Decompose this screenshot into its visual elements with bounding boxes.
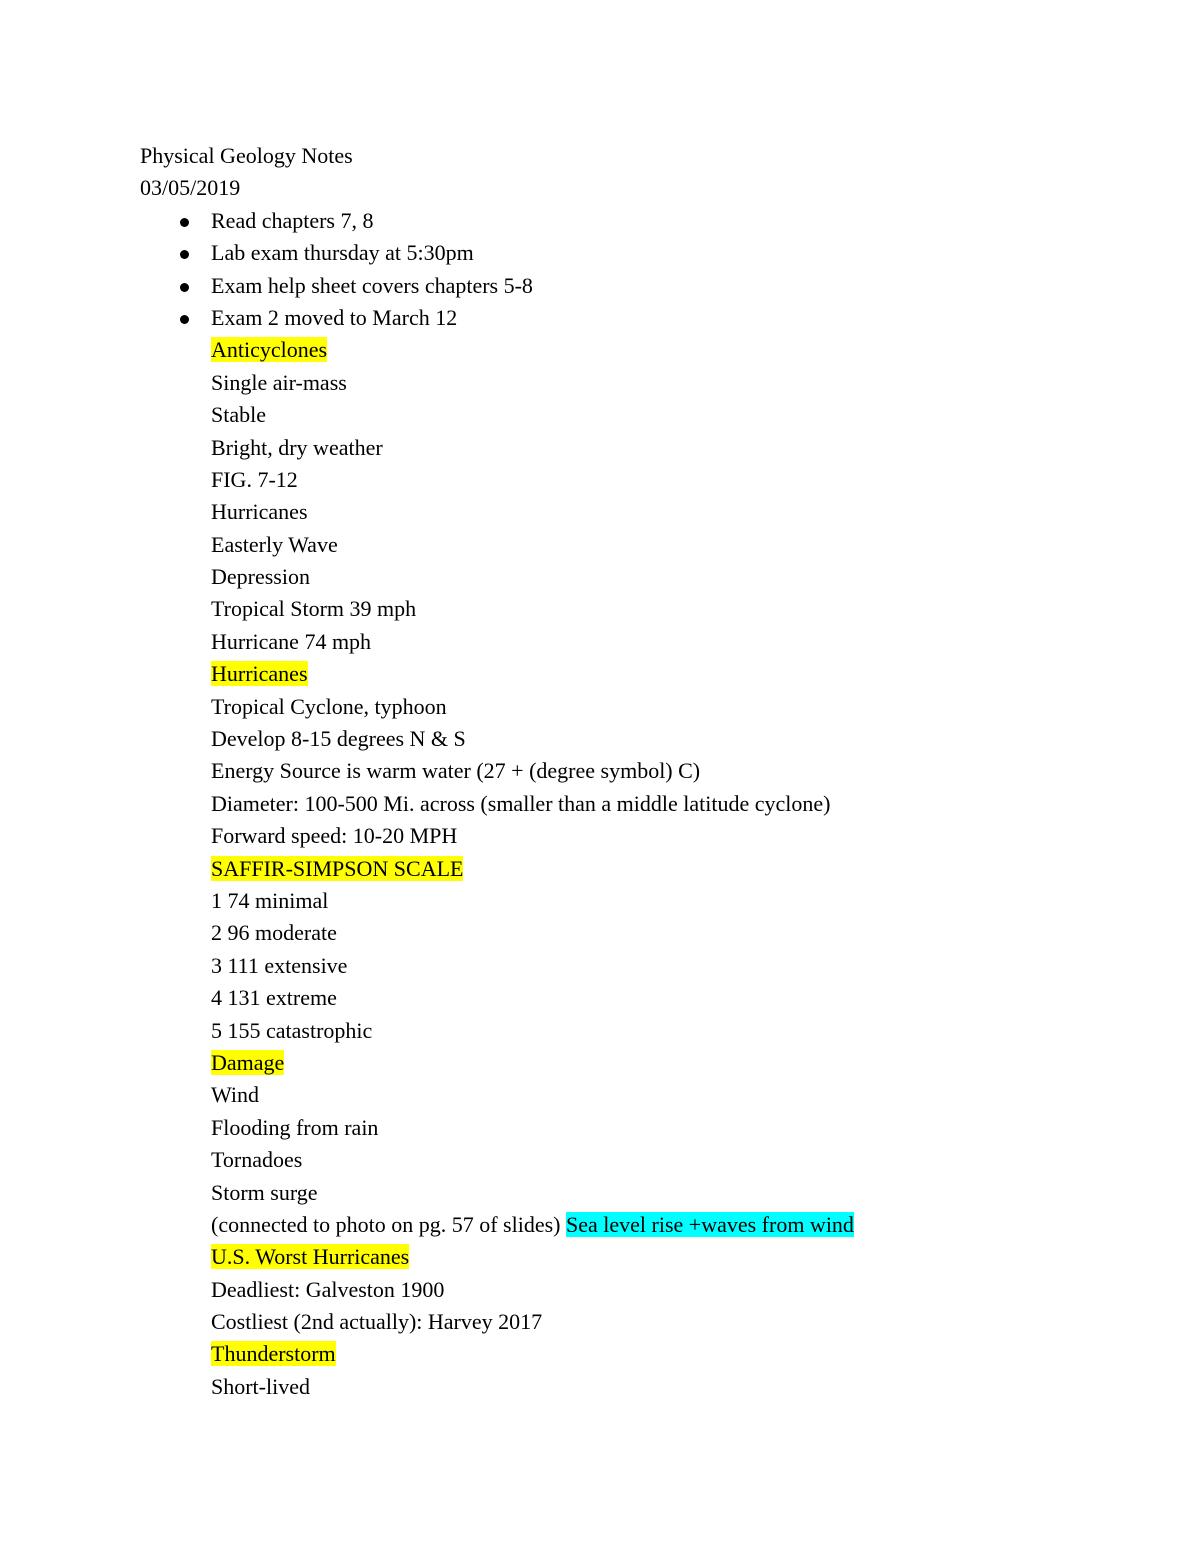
heading-anticyclones <box>140 334 1120 366</box>
note-line: 1 74 minimal <box>211 887 329 913</box>
highlighted-heading: Damage <box>211 1049 285 1075</box>
note-line: FIG. 7-12 <box>211 466 298 492</box>
note-line: Stable <box>211 402 266 428</box>
heading-damage <box>140 1047 1120 1079</box>
note-line: Develop 8-15 degrees N & S <box>211 726 466 752</box>
note-line: Single air-mass <box>211 369 347 395</box>
note-line: 3 111 extensive <box>211 952 348 978</box>
heading-thunderstorm <box>140 1338 1120 1370</box>
note-line: 2 96 moderate <box>211 920 337 946</box>
storm-surge-note-text: (connected to photo on pg. 57 of slides) <box>211 1211 566 1237</box>
highlighted-heading: U.S. Worst Hurricanes <box>211 1244 410 1270</box>
note-line: Short-lived <box>211 1373 310 1399</box>
heading-saffir-simpson <box>140 853 1120 885</box>
storm-surge-note <box>140 1209 1120 1241</box>
note-line: Hurricane 74 mph <box>211 628 372 654</box>
note-line: Tornadoes <box>211 1147 303 1173</box>
highlighted-heading: Thunderstorm <box>211 1341 336 1367</box>
note-line: Flooding from rain <box>211 1114 379 1140</box>
note-line: Tropical Storm 39 mph <box>211 596 417 622</box>
note-line: 5 155 catastrophic <box>211 1017 373 1043</box>
bullet-item: Exam 2 moved to March 12 <box>140 302 1120 334</box>
highlighted-heading: Hurricanes <box>211 661 308 687</box>
note-line: Hurricanes <box>211 499 308 525</box>
note-line: Depression <box>211 564 310 590</box>
note-line: Deadliest: Galveston 1900 <box>211 1276 445 1302</box>
note-line: Wind <box>211 1082 259 1108</box>
notes-content <box>140 140 1120 1403</box>
bullet-item: Lab exam thursday at 5:30pm <box>140 237 1120 269</box>
note-line: Bright, dry weather <box>211 434 383 460</box>
heading-us-worst-hurricanes <box>140 1241 1120 1273</box>
bullet-item: Read chapters 7, 8 <box>140 205 1120 237</box>
document-date: 03/05/2019 <box>140 175 241 201</box>
note-line: Forward speed: 10-20 MPH <box>211 823 458 849</box>
note-line: Storm surge <box>211 1179 318 1205</box>
highlighted-heading: Anticyclones <box>211 337 328 363</box>
note-line: Costliest (2nd actually): Harvey 2017 <box>211 1309 543 1335</box>
heading-hurricanes <box>140 658 1120 690</box>
cyan-highlight-note: Sea level rise +waves from wind <box>566 1211 854 1237</box>
document-title: Physical Geology Notes <box>140 143 353 168</box>
bullet-item: Exam help sheet covers chapters 5-8 <box>140 270 1120 302</box>
note-line: Tropical Cyclone, typhoon <box>211 693 447 719</box>
note-line: Easterly Wave <box>211 531 338 557</box>
highlighted-heading: SAFFIR-SIMPSON SCALE <box>211 855 464 881</box>
note-line: Energy Source is warm water (27 + (degree symbol) C) <box>211 758 701 784</box>
note-line: Diameter: 100-500 Mi. across (smaller than a middle latitude cyclone) <box>211 790 831 816</box>
note-line: 4 131 extreme <box>211 985 337 1011</box>
